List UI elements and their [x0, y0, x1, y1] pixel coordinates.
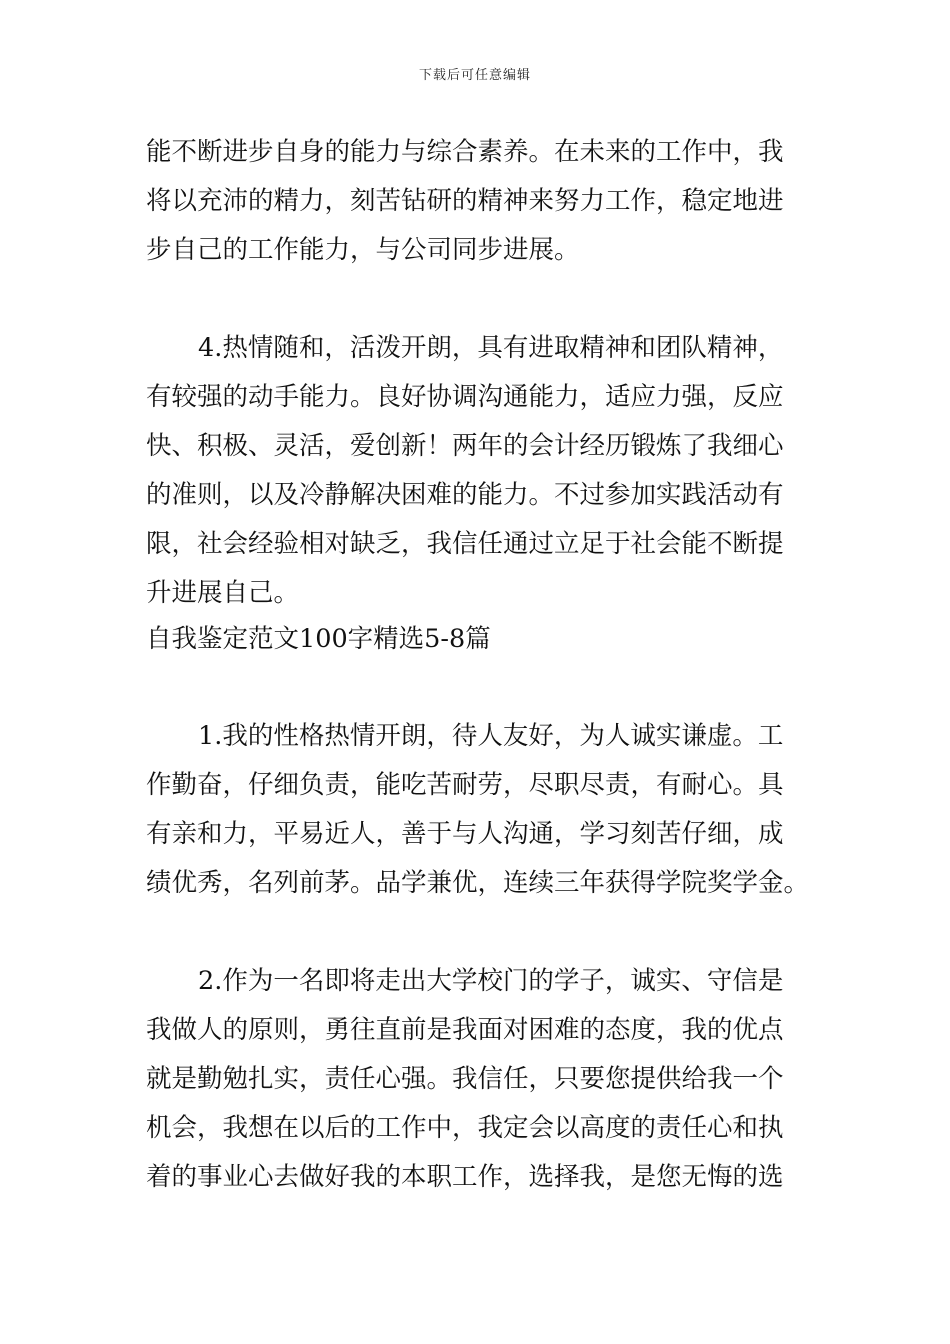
text-line: 1.我的性格热情开朗，待人友好，为人诚实谦虚。工	[198, 721, 784, 751]
text-line: 限，社会经验相对缺乏，我信任通过立足于社会能不断提	[146, 529, 784, 559]
text-line: 能不断进步自身的能力与综合素养。在未来的工作中，我	[146, 137, 784, 167]
paragraph-item-1	[146, 712, 808, 908]
text-line: 4.热情随和，活泼开朗，具有进取精神和团队精神，	[198, 333, 784, 363]
section-heading: 自我鉴定范文100字精选5-8篇	[146, 624, 491, 654]
paragraph-item-2	[146, 957, 808, 1202]
text-line: 作勤奋，仔细负责，能吃苦耐劳，尽职尽责，有耐心。具	[146, 770, 784, 800]
text-line: 快、积极、灵活，爱创新！两年的会计经历锻炼了我细心	[146, 431, 784, 461]
text-line: 2.作为一名即将走出大学校门的学子，诚实、守信是	[198, 966, 784, 996]
text-line: 我做人的原则，勇往直前是我面对困难的态度，我的优点	[146, 1015, 784, 1045]
text-line: 将以充沛的精力，刻苦钻研的精神来努力工作，稳定地进	[146, 186, 784, 216]
text-line: 有亲和力，平易近人，善于与人沟通，学习刻苦仔细，成	[146, 819, 784, 849]
paragraph-continuation	[146, 128, 808, 275]
text-line: 机会，我想在以后的工作中，我定会以高度的责任心和执	[146, 1113, 784, 1143]
text-line: 有较强的动手能力。良好协调沟通能力，适应力强，反应	[146, 382, 784, 412]
text-line: 的准则，以及冷静解决困难的能力。不过参加实践活动有	[146, 480, 784, 510]
text-line: 升进展自己。	[146, 578, 300, 608]
paragraph-gap	[146, 275, 808, 324]
text-line: 绩优秀，名列前茅。品学兼优，连续三年获得学院奖学金。	[146, 868, 810, 898]
paragraph-gap	[146, 908, 808, 957]
page-header: 下载后可任意编辑	[418, 68, 531, 83]
text-line: 就是勤勉扎实，责任心强。我信任，只要您提供给我一个	[146, 1064, 784, 1094]
text-line: 步自己的工作能力，与公司同步进展。	[146, 235, 580, 265]
paragraph-gap	[146, 660, 808, 712]
text-line: 着的事业心去做好我的本职工作，选择我，是您无悔的选	[146, 1162, 784, 1192]
paragraph-item-4	[146, 324, 808, 618]
document-body	[146, 128, 808, 1202]
